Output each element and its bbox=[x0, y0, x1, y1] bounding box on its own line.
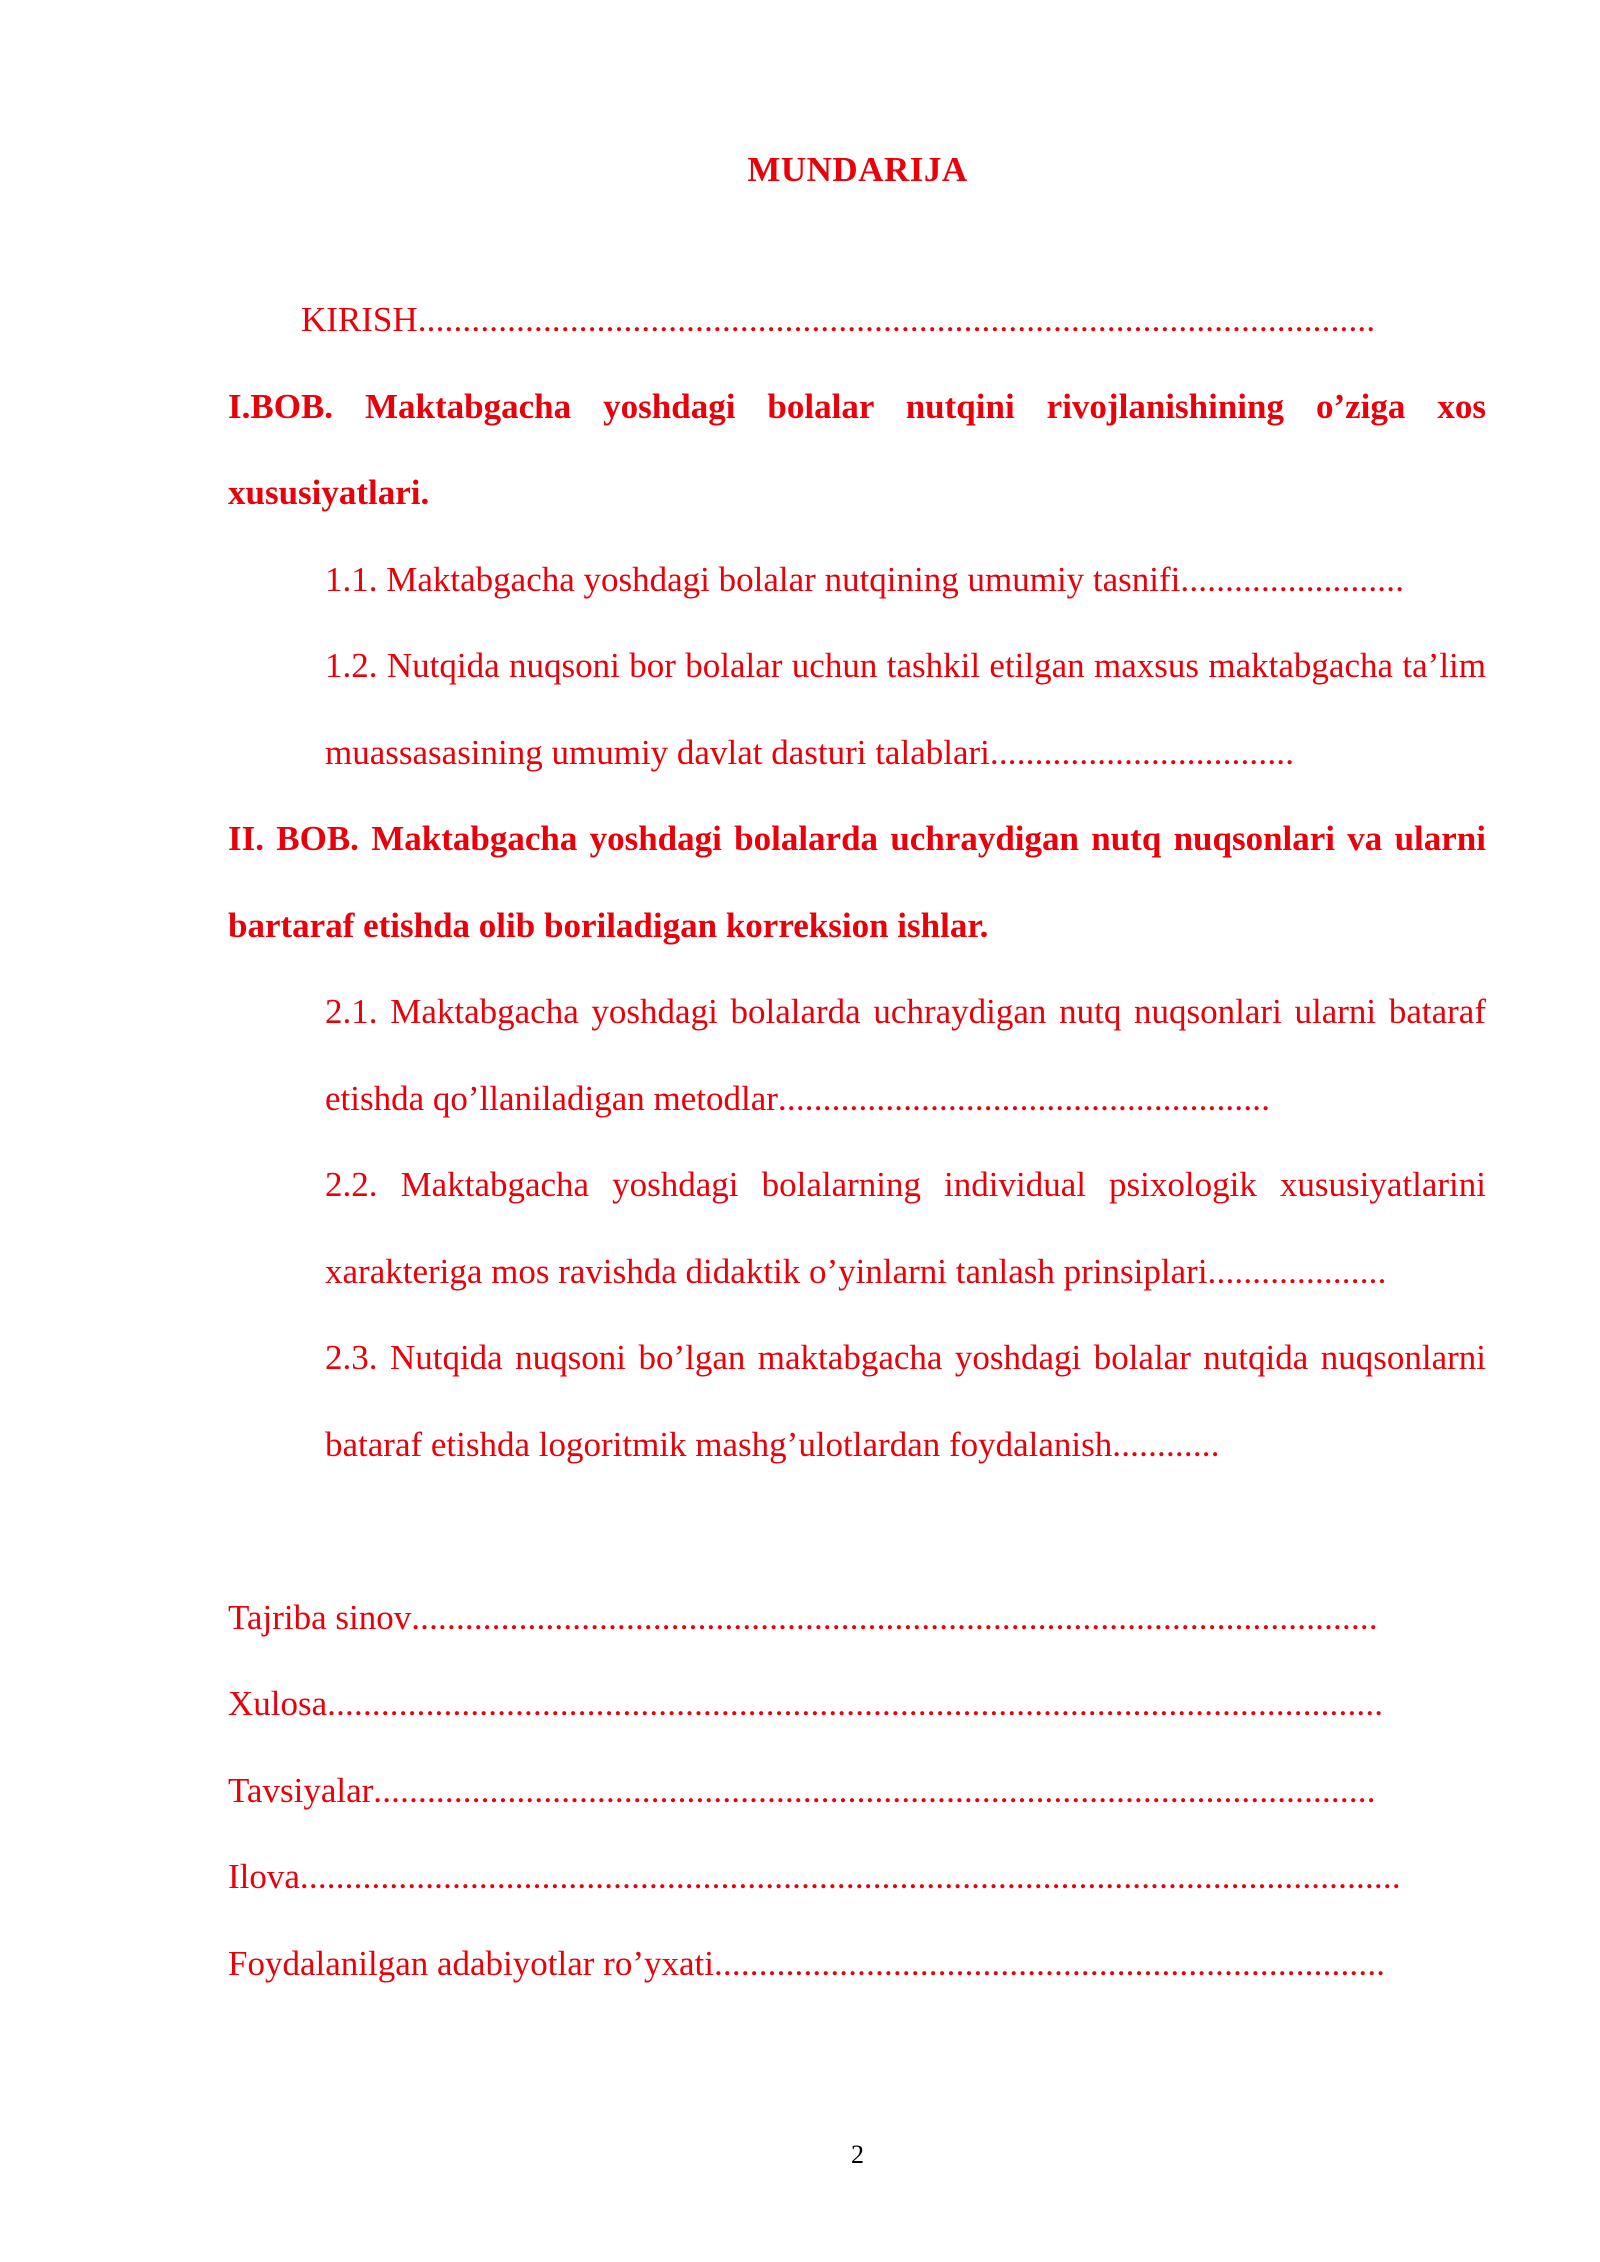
toc-leader-dots: ............................................................................................................ bbox=[411, 1597, 1378, 1637]
toc-entry-xulosa bbox=[228, 1661, 1486, 1748]
toc-entry-text: 2.1. Maktabgacha yoshdagi bolalarda uchraydigan nutq nuqsonlari ularni bataraf etishda qo’llaniladigan metodlar bbox=[325, 992, 1486, 1118]
toc-spacer bbox=[228, 1488, 1486, 1575]
toc-section-2-2 bbox=[228, 1142, 1486, 1315]
toc-leader-dots: ...................................................................................................................... bbox=[327, 1684, 1384, 1723]
toc-entry-text: Tajriba sinov bbox=[228, 1597, 412, 1637]
toc-entry-text: Xulosa bbox=[228, 1684, 328, 1723]
toc-leader-dots: ........................................................................... bbox=[713, 1943, 1386, 1983]
toc-leader-dots: ................................................................................................................ bbox=[373, 1770, 1376, 1810]
toc-entry-text: II. BOB. Maktabgacha yoshdagi bolalarda uchraydigan nutq nuqsonlari va ularni bartaraf etishda olib boriladigan korreksion ishlar. bbox=[228, 819, 1486, 945]
page-title: MUNDARIJA bbox=[747, 150, 968, 189]
toc-entry-tavsiyalar bbox=[228, 1748, 1486, 1835]
toc-section-1-2 bbox=[228, 623, 1486, 796]
toc-leader-dots: .................... bbox=[1207, 1251, 1387, 1291]
toc-leader-dots: .................................. bbox=[989, 732, 1295, 772]
toc-entry-text: 1.1. Maktabgacha yoshdagi bolalar nutqining umumiy tasnifi bbox=[325, 559, 1181, 599]
toc-entry-text: Ilova bbox=[228, 1857, 300, 1896]
toc-leader-dots: ............ bbox=[1112, 1424, 1220, 1464]
toc-entry-text: 2.2. Maktabgacha yoshdagi bolalarning individual psixologik xususiyatlarini xarakteriga mos ravishda didaktik o’yinlarni tanlash prinsiplari bbox=[325, 1165, 1486, 1291]
toc-entry-adabiyotlar bbox=[228, 1921, 1486, 2008]
toc-section-1-1 bbox=[228, 537, 1486, 624]
toc-chapter-2 bbox=[228, 796, 1486, 969]
toc-entry-text: Foydalanilgan adabiyotlar ro’yxati bbox=[228, 1943, 714, 1983]
toc-entry-text: 1.2. Nutqida nuqsoni bor bolalar uchun tashkil etilgan maxsus maktabgacha ta’lim muassasasining umumiy davlat dasturi talablari bbox=[325, 646, 1486, 772]
toc-entry-tajriba-sinov bbox=[228, 1575, 1486, 1662]
toc-entry-text: Tavsiyalar bbox=[228, 1770, 374, 1810]
toc-entry-text: KIRISH bbox=[301, 300, 418, 339]
toc-leader-dots: ........................................................................................................... bbox=[417, 300, 1376, 339]
toc-leader-dots: ......................... bbox=[1180, 559, 1405, 599]
page-number: 2 bbox=[851, 2140, 864, 2169]
toc-section-2-3 bbox=[228, 1315, 1486, 1488]
toc-entry-ilova bbox=[228, 1834, 1486, 1921]
toc-chapter-1 bbox=[228, 364, 1486, 537]
toc-entry-text: I.BOB. Maktabgacha yoshdagi bolalar nutqini rivojlanishining o’ziga xos xususiyatlari. bbox=[228, 386, 1486, 512]
toc-section-2-1 bbox=[228, 969, 1486, 1142]
toc-leader-dots: ........................................................................................................................... bbox=[299, 1857, 1401, 1896]
table-of-contents bbox=[228, 277, 1486, 2007]
toc-leader-dots: ....................................................... bbox=[777, 1078, 1271, 1118]
toc-entry-text: 2.3. Nutqida nuqsoni bo’lgan maktabgacha yoshdagi bolalar nutqida nuqsonlarni bataraf etishda logoritmik mashg’ulotlardan foydalanish bbox=[325, 1338, 1486, 1464]
toc-entry-kirish bbox=[228, 277, 1486, 364]
